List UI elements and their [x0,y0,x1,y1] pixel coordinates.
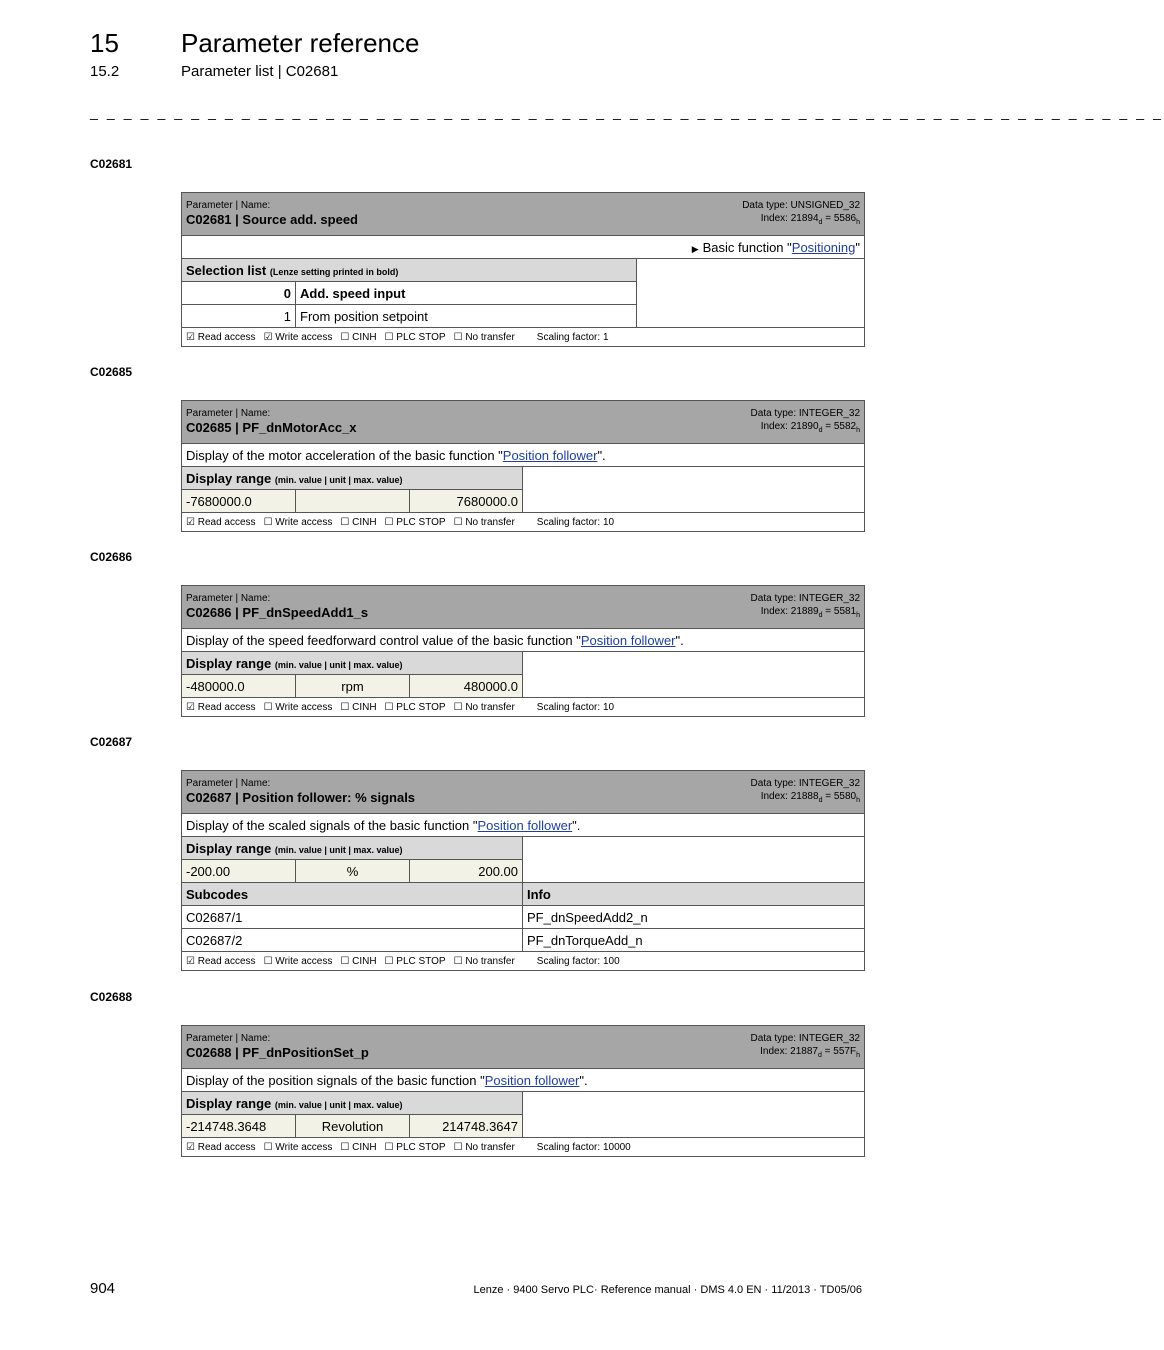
position-follower-link[interactable]: Position follower [502,447,598,463]
index-label: Index: [760,421,791,432]
basic-function-label: Basic function " [702,239,792,255]
scaling-factor: Scaling factor: 1 [536,331,609,343]
data-type-label: Data type: [742,200,791,211]
cinh-flag: ☐ CINH [340,1141,377,1153]
range-min: -214748.3648 [182,1115,296,1138]
range-min: -7680000.0 [182,490,296,513]
position-follower-link[interactable]: Position follower [477,817,573,833]
code-heading: C02685 [90,365,133,379]
data-type: INTEGER_32 [798,778,861,789]
display-range-label: Display range [186,1095,272,1111]
quote-mark: ". [597,447,606,463]
read-access-flag: ☑ Read access [186,331,256,343]
no-transfer-flag: ☐ No transfer [453,331,515,343]
param-table-c02686: Parameter | Name: C02686 | PF_dnSpeedAdd1_s Data type: INTEGER_32 Index: $21889_d = 5581_h$ Display of the speed feedforward control value of the basic function "Position follower". Display range (min. value | unit | max. value) -480000.0 rpm 480000.0 ☑ Read access ☐ Write access ☐ CINH ☐ PLC STOP ☐ No transfer Scaling factor: 10 [181,585,865,717]
option-value: 1 [182,305,296,328]
selection-note: (Lenze setting printed in bold) [269,266,399,277]
no-transfer-flag: ☐ No transfer [453,516,515,528]
scaling-factor: Scaling factor: 100 [536,955,620,967]
document-info: Lenze · 9400 Servo PLC· Reference manual · DMS 4.0 EN · 11/2013 · TD05/06 [473,1284,862,1296]
param-description: Display of the scaled signals of the basic function " [186,817,478,833]
subcode-cell: C02687/1 [182,906,523,929]
no-transfer-flag: ☐ No transfer [453,701,515,713]
plc-stop-flag: ☐ PLC STOP [384,516,446,528]
no-transfer-flag: ☐ No transfer [453,1141,515,1153]
subcode-cell: C02687/2 [182,929,523,952]
param-name-label: Parameter | Name: [186,200,271,211]
param-title: C02685 | PF_dnMotorAcc_x [186,420,357,435]
data-type: INTEGER_32 [798,1033,860,1044]
param-title: C02688 | PF_dnPositionSet_p [186,1045,369,1060]
index-hex: 5582 [833,421,857,432]
cinh-flag: ☐ CINH [340,331,377,343]
range-min: -480000.0 [182,675,296,698]
position-follower-link[interactable]: Position follower [484,1072,580,1088]
scaling-factor: Scaling factor: 10 [536,701,615,713]
write-access-flag: ☐ Write access [263,955,333,967]
write-access-flag: ☐ Write access [263,701,333,713]
data-type-label: Data type: [750,408,799,419]
data-type: UNSIGNED_32 [790,200,861,211]
display-range-note: (min. value | unit | max. value) [274,474,403,485]
range-max: 200.00 [410,860,523,883]
index-decimal: 21888 [790,791,819,802]
param-table-c02685: Parameter | Name: C02685 | PF_dnMotorAcc_x Data type: INTEGER_32 Index: $21890_d = 5582_h$ Display of the motor acceleration of the basic function "Position follower". Display range (min. value | unit | max. value) -7680000.0 7680000.0 ☑ Read access ☐ Write access ☐ CINH ☐ PLC STOP ☐ No transfer Scaling factor: 10 [181,400,865,532]
data-type: INTEGER_32 [798,593,861,604]
cinh-flag: ☐ CINH [340,701,377,713]
scaling-factor: Scaling factor: 10000 [536,1141,631,1153]
read-access-flag: ☑ Read access [186,516,256,528]
range-unit: Revolution [296,1115,410,1138]
subcode-info: PF_dnTorqueAdd_n [523,929,865,952]
selection-list-label: Selection list [186,262,267,278]
code-heading: C02688 [90,990,133,1004]
index-decimal: 21890 [790,421,819,432]
positioning-link[interactable]: Positioning [791,239,856,255]
index-hex: 5586 [833,213,857,224]
index-hex: 5580 [833,791,857,802]
code-heading: C02686 [90,550,133,564]
index-label: Index: [760,791,791,802]
plc-stop-flag: ☐ PLC STOP [384,701,446,713]
range-min: -200.00 [182,860,296,883]
write-access-flag: ☑ Write access [263,331,333,343]
section-number: 15.2 [90,63,120,80]
chapter-title: Parameter reference [181,28,420,58]
range-unit: rpm [296,675,410,698]
quote-mark: ". [579,1072,588,1088]
position-follower-link[interactable]: Position follower [580,632,676,648]
quote-mark: ". [675,632,684,648]
write-access-flag: ☐ Write access [263,1141,333,1153]
subcodes-header: Subcodes [182,883,523,906]
display-range-label: Display range [186,655,272,671]
cinh-flag: ☐ CINH [340,955,377,967]
data-type: INTEGER_32 [798,408,861,419]
param-name-label: Parameter | Name: [186,593,271,604]
display-range-label: Display range [186,470,272,486]
plc-stop-flag: ☐ PLC STOP [384,1141,446,1153]
index-decimal: 21894 [790,213,819,224]
data-type-label: Data type: [750,593,799,604]
param-table-c02681: Parameter | Name: C02681 | Source add. speed Data type: UNSIGNED_32 Index: $21894_d = 5586_h$ ▶ Basic function "Positioning" Selection list (Lenze setting printed in bold) 0 Add. speed input 1 From position setpoint ☑ Read access ☑ Write access ☐ CINH ☐ PLC STOP ☐ No transfer Scaling factor: 1 [181,192,865,347]
range-max: 214748.3647 [410,1115,523,1138]
param-description: Display of the position signals of the basic function " [186,1072,485,1088]
param-table-c02687: Parameter | Name: C02687 | Position follower: % signals Data type: INTEGER_32 Index: $21888_d = 5580_h$ Display of the scaled signals of the basic function "Position follower". Display range (min. value | unit | max. value) -200.00 % 200.00 Subcodes Info C02687/1 PF_dnSpeedAdd2_n C02687/2 PF_dnTorqueAdd_n ☑ Read access ☐ Write access ☐ CINH ☐ PLC STOP ☐ No transfer Scaling factor: 100 [181,770,865,971]
range-max: 480000.0 [410,675,523,698]
param-description: Display of the motor acceleration of the basic function " [186,447,503,463]
section-title: Parameter list | C02681 [181,63,339,80]
no-transfer-flag: ☐ No transfer [453,955,515,967]
param-title: C02681 | Source add. speed [186,212,358,227]
index-label: Index: [760,606,791,617]
page-number: 904 [90,1280,116,1297]
param-name-label: Parameter | Name: [186,408,271,419]
plc-stop-flag: ☐ PLC STOP [384,955,446,967]
read-access-flag: ☑ Read access [186,955,256,967]
option-label: From position setpoint [296,305,637,328]
display-range-note: (min. value | unit | max. value) [274,1099,403,1110]
param-name-label: Parameter | Name: [186,1033,271,1044]
option-label: Add. speed input [296,282,637,305]
scaling-factor: Scaling factor: 10 [536,516,615,528]
code-heading: C02687 [90,735,133,749]
chapter-number: 15 [90,28,119,58]
range-max: 7680000.0 [410,490,523,513]
index-hex: 557F [833,1046,857,1057]
read-access-flag: ☑ Read access [186,701,256,713]
data-type-label: Data type: [750,1033,799,1044]
display-range-label: Display range [186,840,272,856]
cinh-flag: ☐ CINH [340,516,377,528]
param-title: C02687 | Position follower: % signals [186,790,416,805]
separator-line: _ _ _ _ _ _ _ _ _ _ _ _ _ _ _ _ _ _ _ _ _ _ _ _ _ _ _ _ _ _ _ _ _ _ _ _ _ _ _ _ _ _ _ _ _ _ _ _ _ _ _ _ _ _ _ _ _ _ _ _ _ _ _ _ [90,104,1164,120]
param-table-c02688: Parameter | Name: C02688 | PF_dnPositionSet_p Data type: INTEGER_32 Index: $21887_d = 557F_h$ Display of the position signals of the basic function "Position follower". Display range (min. value | unit | max. value) -214748.3648 Revolution 214748.3647 ☑ Read access ☐ Write access ☐ CINH ☐ PLC STOP ☐ No transfer Scaling factor: 10000 [181,1025,865,1157]
arrow-right-icon: ▶ [691,243,699,254]
subcode-info: PF_dnSpeedAdd2_n [523,906,865,929]
option-value: 0 [182,282,296,305]
param-description: Display of the speed feedforward control value of the basic function " [186,632,581,648]
range-unit: % [296,860,410,883]
quote-mark: ". [572,817,581,833]
display-range-note: (min. value | unit | max. value) [274,659,403,670]
display-range-note: (min. value | unit | max. value) [274,844,403,855]
quote-mark: " [855,239,861,255]
info-header: Info [523,883,865,906]
index-hex: 5581 [833,606,857,617]
plc-stop-flag: ☐ PLC STOP [384,331,446,343]
range-unit [296,490,410,513]
read-access-flag: ☑ Read access [186,1141,256,1153]
index-label: Index: [760,1046,791,1057]
index-label: Index: [760,213,791,224]
index-decimal: 21889 [790,606,819,617]
index-decimal: 21887 [790,1046,818,1057]
code-heading: C02681 [90,157,133,171]
param-name-label: Parameter | Name: [186,778,271,789]
write-access-flag: ☐ Write access [263,516,333,528]
param-title: C02686 | PF_dnSpeedAdd1_s [186,605,369,620]
data-type-label: Data type: [750,778,799,789]
